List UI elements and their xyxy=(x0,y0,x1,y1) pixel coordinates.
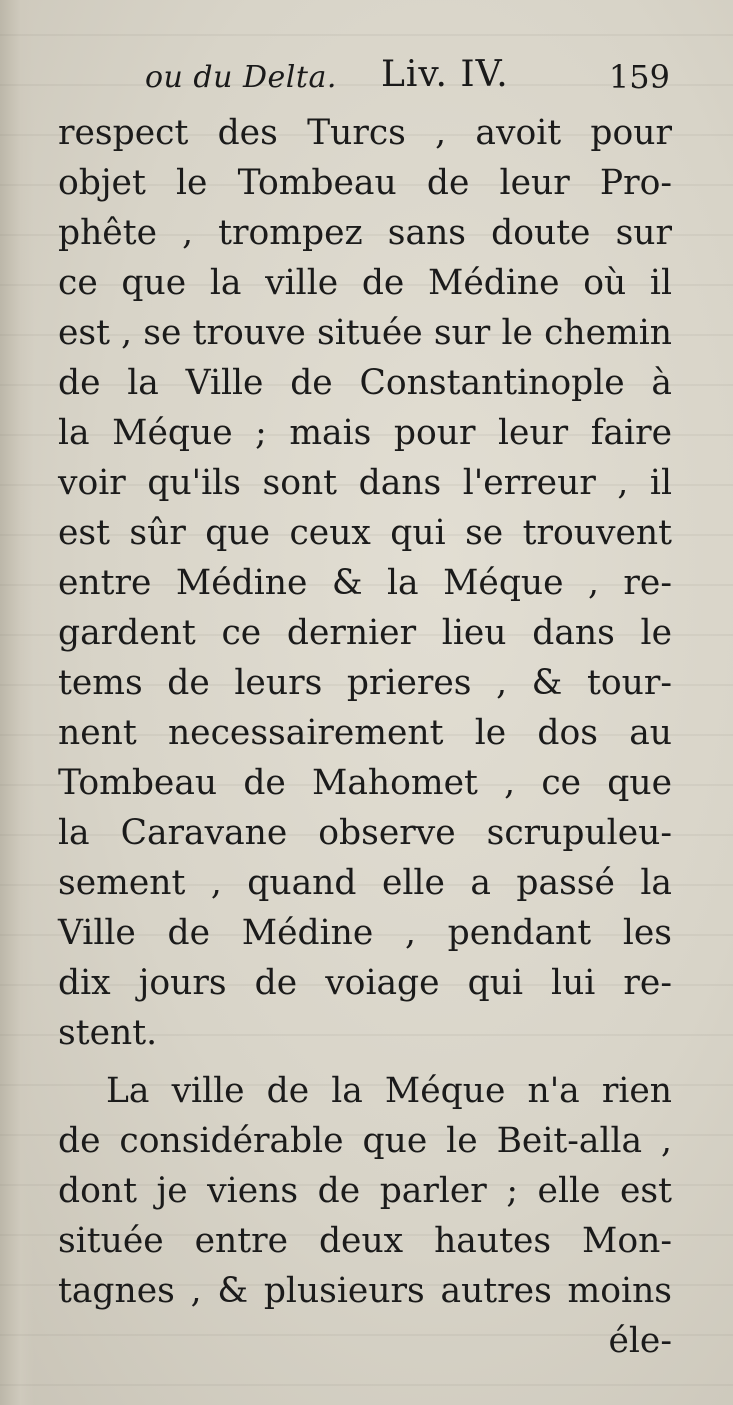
text-line: la Méque ; mais pour leur faire xyxy=(58,413,672,453)
body-text xyxy=(58,108,672,1366)
text-line: objet le Tombeau de leur Pro- xyxy=(58,163,672,203)
page-number: 159 xyxy=(608,58,670,96)
text-line: Ville de Médine , pendant les xyxy=(58,913,672,953)
text-line: stent. xyxy=(58,1013,158,1053)
text-line: sement , quand elle a passé la xyxy=(58,863,672,903)
text-line: est , se trouve située sur le chemin xyxy=(58,313,672,353)
text-line: située entre deux hautes Mon- xyxy=(58,1221,672,1261)
text-line: dont je viens de parler ; elle est xyxy=(58,1171,672,1211)
text-line: de la Ville de Constantinople à xyxy=(58,363,672,403)
text-line: entre Médine & la Méque , re- xyxy=(58,563,672,603)
text-line: tagnes , & plusieurs autres moins xyxy=(58,1271,672,1311)
text-line: respect des Turcs , avoit pour xyxy=(58,113,672,153)
running-head xyxy=(145,54,670,100)
text-line: gardent ce dernier lieu dans le xyxy=(58,613,672,653)
text-line: La ville de la Méque n'a rien xyxy=(106,1071,672,1111)
text-line: dix jours de voiage qui lui re- xyxy=(58,963,672,1003)
text-line: voir qu'ils sont dans l'erreur , il xyxy=(58,463,672,503)
running-head-title: ou du Delta. xyxy=(145,60,337,95)
text-line: tems de leurs prieres , & tour- xyxy=(58,663,672,703)
text-line: nent necessairement le dos au xyxy=(58,713,672,753)
text-line: de considérable que le Beit-alla , xyxy=(58,1121,672,1161)
catchword: éle- xyxy=(608,1321,672,1361)
text-line: la Caravane observe scrupuleu- xyxy=(58,813,672,853)
paragraph-gap xyxy=(58,1058,672,1066)
text-line: phête , trompez sans doute sur xyxy=(58,213,672,253)
running-head-book: Liv. IV. xyxy=(381,54,509,95)
text-line: est sûr que ceux qui se trouvent xyxy=(58,513,672,553)
text-line: Tombeau de Mahomet , ce que xyxy=(58,763,672,803)
text-line: ce que la ville de Médine où il xyxy=(58,263,672,303)
